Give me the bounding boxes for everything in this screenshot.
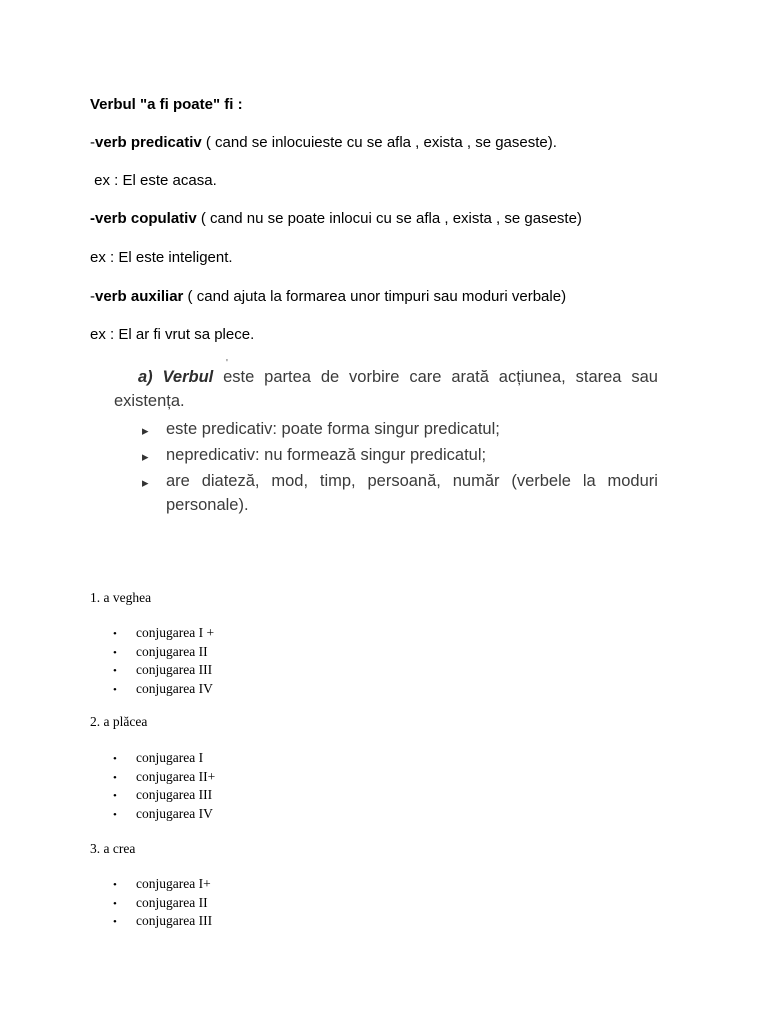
scan-bullet-predicativ: este predicativ: poate forma singur predicatul;: [166, 420, 500, 438]
scan-bullet-categories: [166, 472, 658, 491]
question-2-title: 2. a plăcea: [90, 714, 148, 729]
bullet-dot-icon: •: [113, 683, 117, 696]
option-label: conjugarea II+: [136, 768, 216, 784]
scan-word: timp,: [319, 472, 356, 490]
scan-word: diateză,: [201, 472, 260, 490]
list-item[interactable]: [113, 624, 214, 643]
scan-word: (verbele: [511, 472, 571, 490]
list-item[interactable]: [113, 894, 212, 913]
scan-bullet-nepredicativ: nepredicativ: nu formează singur predicatul;: [166, 446, 487, 464]
list-item[interactable]: [113, 786, 215, 805]
scan-label: a): [138, 368, 153, 386]
bullet-arrow-icon: ▸: [142, 423, 149, 438]
list-item[interactable]: [113, 768, 215, 787]
page-heading: Verbul "a fi poate" fi :: [90, 96, 243, 113]
scan-word: partea: [264, 368, 311, 386]
option-label: conjugarea II: [136, 643, 208, 659]
scan-word: la: [582, 472, 596, 490]
option-label: conjugarea I +: [136, 625, 215, 640]
bullet-dot-icon: •: [113, 753, 117, 765]
scan-word: arată: [451, 368, 489, 386]
usage-predicativ: -verb predicativ ( cand se inlocuieste cu se afla , exista , se gaseste).: [90, 134, 557, 151]
bullet-dot-icon: •: [113, 879, 117, 891]
question-1-title: 1. a veghea: [90, 590, 152, 605]
scan-word: starea: [575, 368, 622, 386]
list-item[interactable]: [113, 749, 215, 768]
list-item[interactable]: [113, 643, 214, 662]
bullet-dot-icon: •: [113, 628, 117, 640]
option-label: conjugarea I: [136, 750, 204, 765]
scan-word: de: [320, 368, 340, 386]
bullet-dot-icon: •: [113, 771, 117, 784]
bullet-arrow-icon: ▸: [142, 475, 149, 490]
example-predicativ: ex : El este acasa.: [90, 172, 217, 189]
bullet-dot-icon: •: [113, 897, 117, 910]
option-label: conjugarea IV: [136, 680, 213, 696]
list-item[interactable]: [113, 661, 214, 680]
scan-word: persoană,: [367, 472, 441, 490]
scan-definition-cont: existența.: [114, 392, 185, 410]
scan-mark: ': [226, 358, 228, 369]
scan-word: vorbire: [349, 368, 400, 386]
scan-bullet-categories-cont: personale).: [166, 496, 249, 514]
question-3-title: 3. a crea: [90, 841, 136, 856]
option-label: conjugarea II: [136, 894, 208, 910]
bullet-dot-icon: •: [113, 665, 117, 677]
usage-copulativ: -verb copulativ ( cand nu se poate inlocui cu se afla , exista , se gaseste): [90, 210, 582, 227]
scan-word: sau: [631, 368, 658, 386]
example-copulativ: ex : El este inteligent.: [90, 249, 233, 266]
option-label: conjugarea III: [136, 913, 213, 928]
scan-word: moduri: [607, 472, 658, 490]
usage-auxiliar: -verb auxiliar ( cand ajuta la formarea unor timpuri sau moduri verbale): [90, 288, 567, 305]
bullet-dot-icon: •: [113, 916, 117, 928]
example-auxiliar: ex : El ar fi vrut sa plece.: [90, 326, 255, 343]
option-label: conjugarea III: [136, 787, 213, 802]
option-label: conjugarea IV: [136, 805, 213, 821]
bullet-dot-icon: •: [113, 646, 117, 659]
option-label: conjugarea III: [136, 662, 213, 677]
scan-term: Verbul: [162, 368, 214, 386]
scan-word: mod,: [271, 472, 309, 490]
scan-word: număr: [452, 472, 500, 490]
bullet-dot-icon: •: [113, 808, 117, 821]
list-item[interactable]: [113, 912, 212, 931]
bullet-dot-icon: •: [113, 790, 117, 802]
list-item[interactable]: [113, 805, 215, 824]
list-item[interactable]: [113, 680, 214, 699]
scan-word: acțiunea,: [498, 368, 566, 386]
scan-word: care: [409, 368, 442, 386]
question-2-options: [113, 749, 215, 823]
bullet-arrow-icon: ▸: [142, 449, 149, 464]
list-item[interactable]: [113, 875, 212, 894]
scanned-textbook-excerpt: [110, 358, 662, 522]
scan-word: este: [223, 368, 255, 386]
question-3-options: [113, 875, 212, 931]
option-label: conjugarea I+: [136, 876, 211, 891]
scan-word: are: [166, 472, 190, 490]
question-1-options: [113, 624, 214, 698]
scan-definition-line: [138, 368, 658, 387]
